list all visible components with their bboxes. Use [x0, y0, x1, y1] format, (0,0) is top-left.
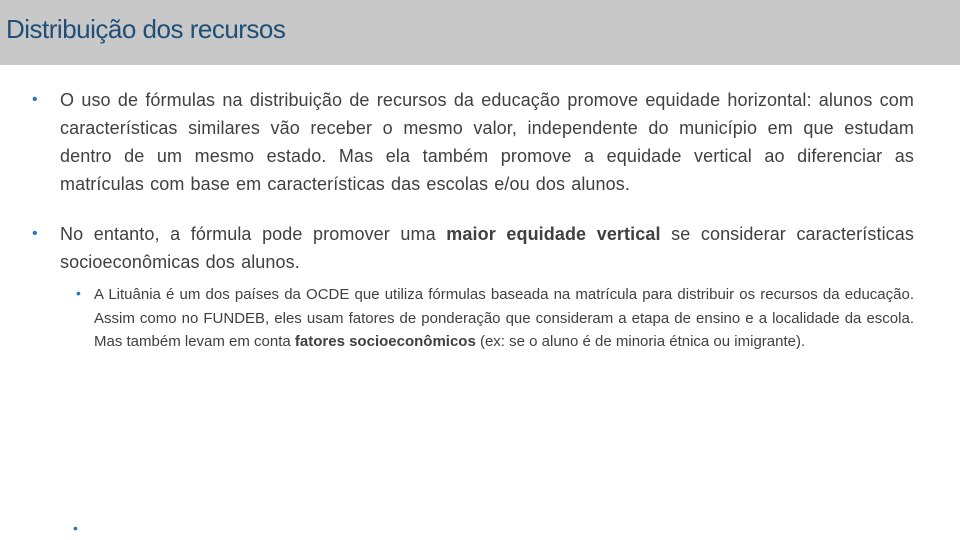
bullet-text-after: se considerar características socioeconômicas dos alunos.	[60, 224, 914, 272]
bullet-marker: •	[32, 91, 38, 108]
bullet-item-2	[32, 220, 914, 276]
bullet-emphasis: maior equidade vertical	[446, 224, 661, 244]
empty-bullet: •	[73, 520, 78, 536]
bullet-marker: •	[32, 225, 38, 242]
title-bar	[0, 0, 960, 65]
slide-content	[32, 86, 914, 354]
bullet-text-before: No entanto, a fórmula pode promover uma	[60, 224, 447, 244]
sub-bullet-marker: •	[76, 285, 81, 301]
bullet-item-1	[32, 86, 914, 198]
slide-title: Distribuição dos recursos	[6, 14, 286, 44]
bullet-text: O uso de fórmulas na distribuição de recursos da educação promove equidade horizontal: alunos com características similares vão receber o mesmo valor, independente do município em que estudam dentro de um mesmo estado. Mas ela também promove a equidade vertical ao diferenciar as matrículas com base em características das escolas e/ou dos alunos.	[60, 90, 914, 194]
sub-bullet-emphasis: fatores socioeconômicos	[294, 333, 476, 350]
sub-bullet-item	[76, 283, 914, 354]
sub-bullet-text-before: A Lituânia é um dos países da OCDE que utiliza fórmulas baseada na matrícula para distribuir os recursos da educação. Assim como no FUNDEB, eles usam fatores de ponderação que consideram a etapa de ensino e a localidade da escola. Mas também levam em conta	[94, 286, 914, 350]
sub-bullet-text-after: (ex: se o aluno é de minoria étnica ou imigrante).	[475, 333, 806, 350]
